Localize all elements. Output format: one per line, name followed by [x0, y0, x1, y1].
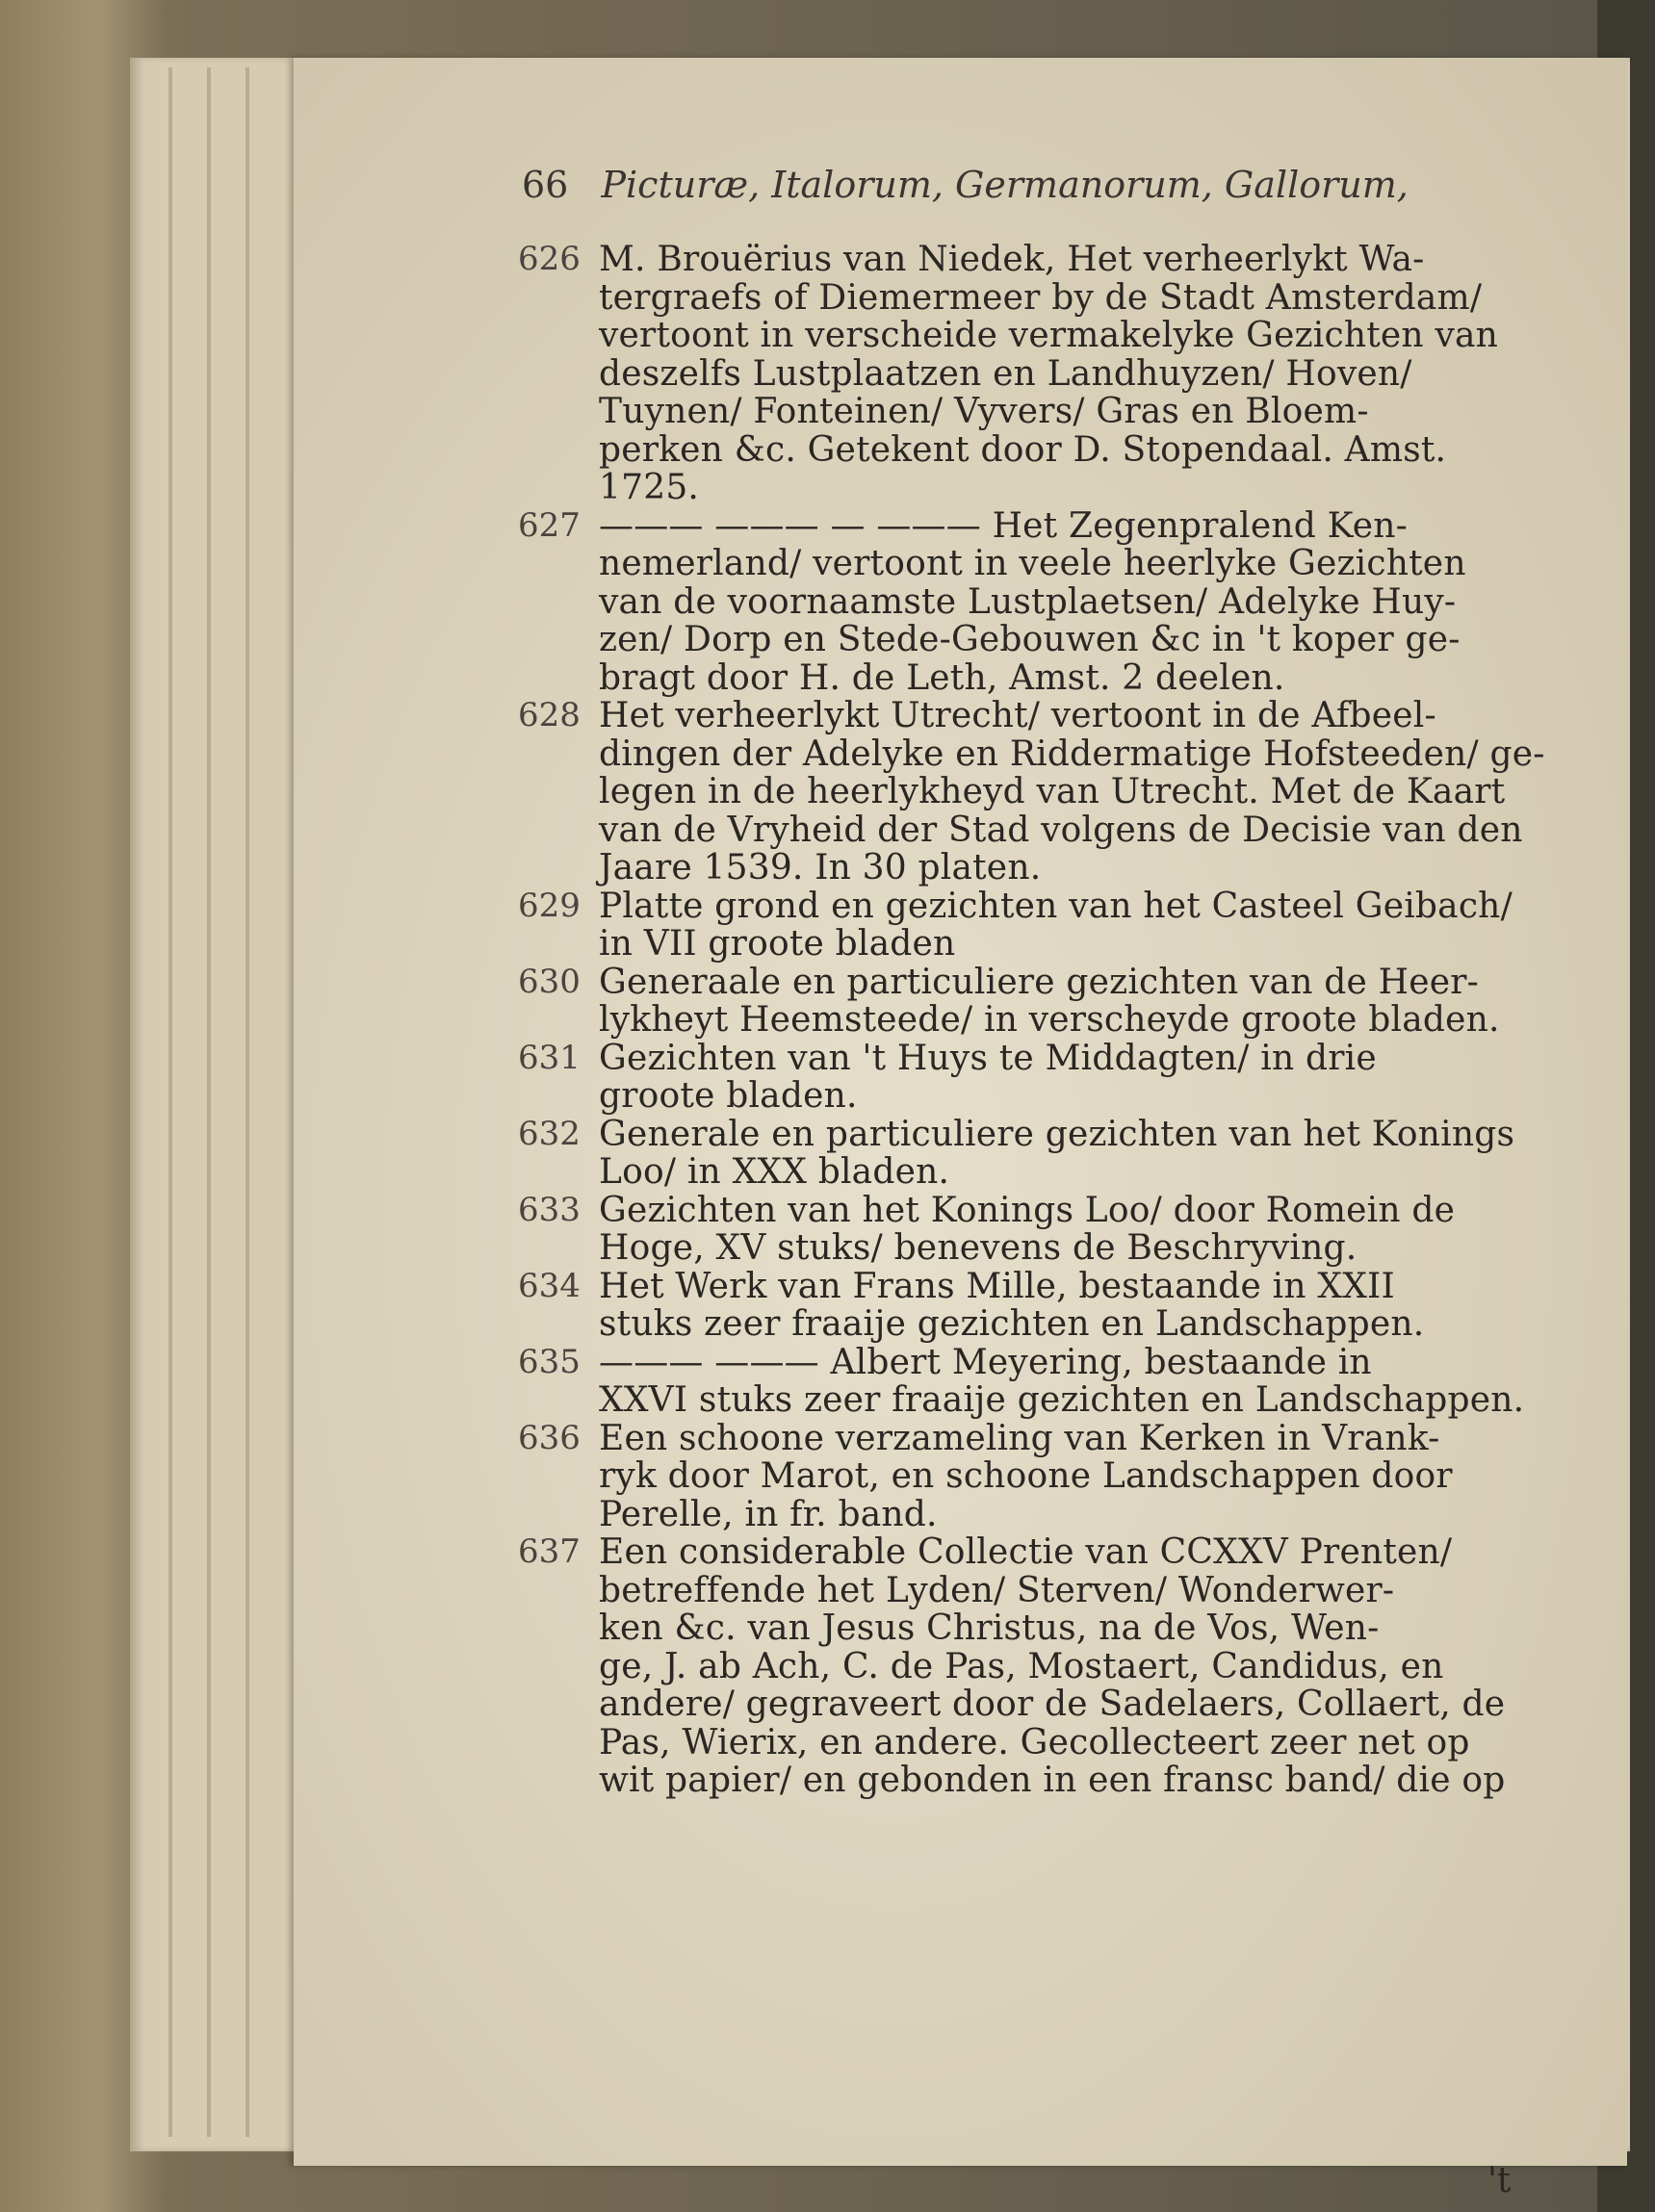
catalog-entry — [518, 1420, 1519, 1534]
entry-line: van de voornaamste Lustplaetsen/ Adelyke Huy- — [599, 581, 1457, 622]
catalog-entry — [518, 696, 1545, 887]
entry-line: van de Vryheid der Stad volgens de Decisie van den — [599, 810, 1523, 850]
entry-number: 633 — [518, 1190, 581, 1229]
entry-line: perken &c. Getekent door D. Stopendaal. Amst. — [599, 429, 1447, 470]
entry-number: 636 — [518, 1418, 581, 1457]
entry-number: 628 — [518, 696, 581, 734]
catalog-entry — [518, 507, 1519, 698]
entry-line: M. Brouërius van Niedek, Het verheerlykt Wa- — [599, 240, 1425, 279]
running-header — [522, 164, 1533, 231]
entry-line: betreffende het Lyden/ Sterven/ Wonderwer- — [599, 1570, 1395, 1610]
entry-line: stuks zeer fraaije gezichten en Landschappen. — [599, 1304, 1425, 1344]
entry-line: tergraefs of Diemermeer by de Stadt Amsterdam/ — [599, 277, 1483, 318]
entry-line: bragt door H. de Leth, Amst. 2 deelen. — [599, 657, 1285, 698]
catalog-entry — [518, 1342, 1525, 1420]
entry-line: XXVI stuks zeer fraaije gezichten en Landschappen. — [599, 1380, 1525, 1420]
entry-line: Perelle, in fr. band. — [599, 1494, 938, 1534]
catalog-entry — [518, 964, 1519, 1040]
entry-line: Generaale en particuliere gezichten van de Heer- — [599, 962, 1479, 1002]
page-number: 66 — [522, 164, 569, 206]
page-edge — [168, 67, 172, 2137]
catalog-entry — [518, 1268, 1519, 1344]
entry-line: 1725. — [599, 468, 700, 507]
entry-line: Een considerable Collectie van CCXXV Prenten/ — [599, 1532, 1453, 1572]
entry-line: wit papier/ en gebonden in een fransc band/ die op — [599, 1761, 1506, 1800]
entry-line: deszelfs Lustplaatzen en Landhuyzen/ Hoven/ — [599, 353, 1412, 394]
entry-line: nemerland/ vertoont in veele heerlyke Gezichten — [599, 544, 1466, 583]
entry-number: 626 — [518, 240, 581, 278]
entry-line: Het Werk van Frans Mille, bestaande in XXII — [599, 1266, 1395, 1306]
entry-line: in VII groote bladen — [599, 924, 956, 964]
catalog-entry — [518, 1533, 1519, 1800]
entry-line: andere/ gegraveert door de Sadelaers, Collaert, de — [599, 1685, 1506, 1724]
catalog-entry — [518, 887, 1519, 964]
entry-number: 631 — [518, 1038, 581, 1077]
entry-line: ken &c. van Jesus Christus, na de Vos, Wen- — [599, 1608, 1380, 1648]
entry-number: 632 — [518, 1114, 581, 1153]
catchword: 't — [1487, 2161, 1512, 2200]
page-edge — [246, 67, 249, 2137]
entry-line: zen/ Dorp en Stede-Gebouwen &c in 't koper ge- — [599, 620, 1461, 659]
entry-line: Gezichten van het Konings Loo/ door Romein de — [599, 1190, 1456, 1230]
entry-line: Het verheerlykt Utrecht/ vertoont in de Afbeel- — [599, 696, 1436, 735]
catalog-entry — [518, 1040, 1519, 1116]
entry-line: legen in de heerlykheyd van Utrecht. Met de Kaart — [599, 772, 1506, 811]
entry-line: Een schoone verzameling van Kerken in Vrank- — [599, 1418, 1440, 1458]
page-edge — [207, 67, 211, 2137]
entry-line: Hoge, XV stuks/ benevens de Beschryving. — [599, 1228, 1358, 1268]
running-title: Picturæ, Italorum, Germanorum, Gallorum, — [601, 164, 1409, 206]
entry-line: groote bladen. — [599, 1076, 858, 1116]
catalog-entry — [518, 1116, 1519, 1192]
entry-line: dingen der Adelyke en Riddermatige Hofsteeden/ ge- — [599, 733, 1545, 774]
entry-line: Generale en particuliere gezichten van het Konings — [599, 1114, 1515, 1154]
entry-number: 634 — [518, 1266, 581, 1305]
catalog-entry — [518, 1192, 1519, 1268]
entry-line: ryk door Marot, en schoone Landschappen door — [599, 1456, 1453, 1496]
catalog-entries — [518, 240, 1545, 1800]
entry-line: ——— ——— — ——— Het Zegenpralend Ken- — [599, 505, 1409, 546]
entry-line: Gezichten van 't Huys te Middagten/ in drie — [599, 1038, 1377, 1078]
entry-line: Pas, Wierix, en andere. Gecollecteert zeer net op — [599, 1722, 1470, 1762]
entry-line: ——— ——— Albert Meyering, bestaande in — [599, 1342, 1372, 1382]
entry-line: Platte grond en gezichten van het Casteel Geibach/ — [599, 886, 1513, 926]
entry-line: ge, J. ab Ach, C. de Pas, Mostaert, Candidus, en — [599, 1646, 1444, 1686]
entry-number: 629 — [518, 886, 581, 925]
entry-line: Tuynen/ Fonteinen/ Vyvers/ Gras en Bloem- — [599, 392, 1369, 431]
entry-line: vertoont in verscheide vermakelyke Gezichten van — [599, 316, 1499, 355]
entry-number: 635 — [518, 1342, 581, 1381]
entry-line: Loo/ in XXX bladen. — [599, 1152, 950, 1192]
entry-line: Jaare 1539. In 30 platen. — [599, 848, 1042, 887]
entry-number: 630 — [518, 962, 581, 1001]
catalog-entry — [518, 241, 1519, 507]
entry-number: 627 — [518, 505, 581, 545]
entry-number: 637 — [518, 1532, 581, 1571]
entry-line: lykheyt Heemsteede/ in verscheyde groote bladen. — [599, 1000, 1500, 1040]
